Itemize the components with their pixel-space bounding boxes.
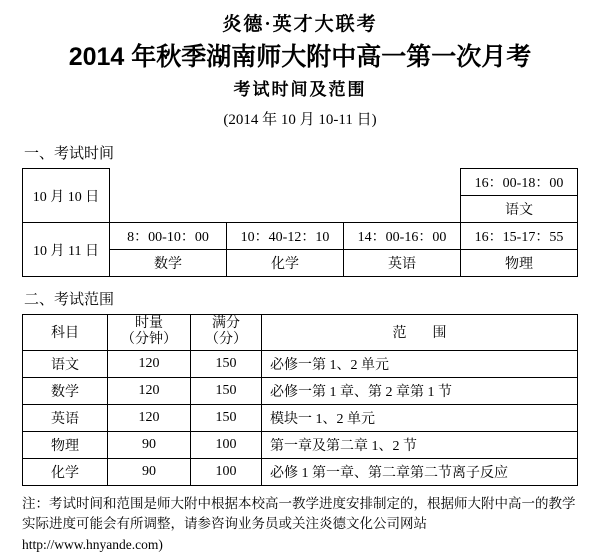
scope-content: 第一章及第二章 1、2 节: [262, 431, 578, 458]
document-subtitle: 考试时间及范围: [233, 80, 367, 100]
table-row: [23, 431, 578, 458]
scope-subject: 语文: [23, 350, 108, 377]
exam-subject: 英语: [344, 250, 461, 277]
exam-day-cell: 10 月 11 日: [23, 223, 110, 277]
scope-duration: 120: [108, 377, 191, 404]
column-header-score: [191, 315, 262, 350]
exam-subject: 数学: [110, 250, 227, 277]
scope-content: 必修一第 1 章、第 2 章第 1 节: [262, 377, 578, 404]
scope-subject: 物理: [23, 431, 108, 458]
empty-cell: [344, 169, 461, 196]
empty-cell: [110, 196, 227, 223]
empty-cell: [110, 169, 227, 196]
column-header-score-line1: 满分: [212, 316, 240, 332]
section-heading-exam-time: 一、考试时间: [24, 146, 115, 163]
table-row: [23, 169, 578, 196]
scope-score: 150: [191, 377, 262, 404]
scope-subject: 数学: [23, 377, 108, 404]
scope-subject: 化学: [23, 458, 108, 485]
empty-cell: [227, 169, 344, 196]
exam-time-slot: 14：00-16：00: [344, 223, 461, 250]
scope-content: 必修 1 第一章、第二章第二节离子反应: [262, 458, 578, 485]
scope-score: 150: [191, 404, 262, 431]
exam-day-cell: 10 月 10 日: [23, 169, 110, 223]
footnote-website: http://www.hnyande.com): [22, 537, 163, 553]
table-header-row: [23, 315, 578, 350]
column-header-duration-line1: 时量: [135, 316, 163, 332]
scope-duration: 90: [108, 431, 191, 458]
table-row: [23, 404, 578, 431]
scope-duration: 120: [108, 404, 191, 431]
footnote: [22, 494, 578, 556]
scope-score: 100: [191, 431, 262, 458]
exam-subject: 化学: [227, 250, 344, 277]
scope-content: 必修一第 1、2 单元: [262, 350, 578, 377]
table-row: [23, 377, 578, 404]
exam-time-slot: 8：00-10：00: [110, 223, 227, 250]
exam-scope-table: [22, 314, 578, 485]
scope-subject: 英语: [23, 404, 108, 431]
footnote-text: 注：考试时间和范围是师大附中根据本校高一教学进度安排制定的，根据师大附中高一的教学实际进度可能会有所调整，请参咨询业务员或关注炎德文化公司网站: [22, 495, 576, 532]
brand-title: 炎德·英才大联考: [222, 14, 378, 35]
scope-score: 150: [191, 350, 262, 377]
empty-cell: [227, 196, 344, 223]
document-date-range: (2014 年 10 月 10-11 日): [223, 111, 377, 128]
empty-cell: [344, 196, 461, 223]
scope-score: 100: [191, 458, 262, 485]
column-header-score-line2: （分）: [205, 332, 247, 348]
exam-time-slot: 10：40-12：10: [227, 223, 344, 250]
exam-time-table: [22, 168, 578, 277]
column-header-duration: [108, 315, 191, 350]
scope-duration: 120: [108, 350, 191, 377]
exam-time-slot: 16：00-18：00: [461, 169, 578, 196]
table-row: [23, 350, 578, 377]
exam-time-slot: 16：15-17：55: [461, 223, 578, 250]
scope-content: 模块一 1、2 单元: [262, 404, 578, 431]
table-row: [23, 458, 578, 485]
scope-duration: 90: [108, 458, 191, 485]
column-header-scope: 范 围: [262, 315, 578, 350]
column-header-subject: 科目: [23, 315, 108, 350]
section-heading-exam-scope: 二、考试范围: [24, 292, 115, 309]
exam-subject: 物理: [461, 250, 578, 277]
column-header-duration-line2: （分钟）: [121, 332, 177, 348]
table-row: [23, 223, 578, 250]
document-header: [22, 12, 578, 131]
page-title: 2014 年秋季湖南师大附中高一第一次月考: [68, 42, 532, 71]
exam-subject: 语文: [461, 196, 578, 223]
